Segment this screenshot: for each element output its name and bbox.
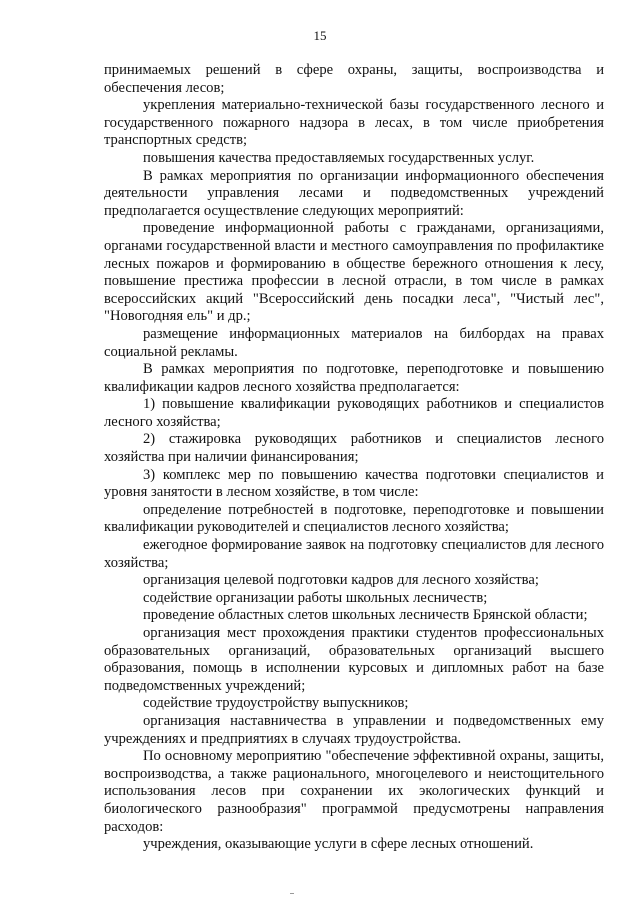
paragraph-4: В рамках мероприятия по организации информационного обеспечения деятельности управления лесами и подведомственных учреждений предполагается осуществление следующих мероприятий: [104, 167, 604, 219]
document-body [104, 62, 604, 854]
paragraph-10: 3) комплекс мер по повышению качества подготовки специалистов и уровня занятости в лесном хозяйстве, в том числе: [104, 466, 604, 501]
scan-artifact [290, 893, 294, 894]
paragraph-15: проведение областных слетов школьных лесничеств Брянской области; [143, 607, 588, 624]
page-number: 15 [313, 28, 327, 43]
paragraph-20: учреждения, оказывающие услуги в сфере лесных отношений. [143, 836, 534, 853]
paragraph-16: организация мест прохождения практики студентов профессиональных образовательных организаций, образовательных организаций высшего образования, помощь в исполнении курсовых и дипломных работ на базе подведомственных учреждений; [104, 625, 604, 694]
paragraph-19: По основному мероприятию "обеспечение эффективной охраны, защиты, воспроизводства, а также рационального, многоцелевого и неистощительного использования лесов при сохранении их экологических функций и биологического разнообразия" программой предусмотрены направления расходов: [104, 748, 604, 835]
paragraph-3: повышения качества предоставляемых государственных услуг. [143, 149, 535, 166]
paragraph-6: размещение информационных материалов на билбордах на правах социальной рекламы. [104, 325, 604, 360]
paragraph-2: укрепления материально-технической базы государственного лесного и государственного пожарного надзора в лесах, в том числе приобретения транспортных средств; [104, 97, 604, 149]
paragraph-13: организация целевой подготовки кадров для лесного хозяйства; [143, 572, 539, 589]
paragraph-11: определение потребностей в подготовке, переподготовке и повышении квалификации руководителей и специалистов лесного хозяйства; [104, 501, 604, 536]
paragraph-5: проведение информационной работы с гражданами, организациями, органами государственной власти и местного самоуправления по профилактике лесных пожаров и формированию в обществе бережного отношения к лесу, повышение престижа профессии в лесной отрасли, в том числе в рамках всероссийских акций "Всероссийский день посадки леса", "Чистый лес", "Новогодняя ель" и др.; [104, 220, 604, 325]
paragraph-8: 1) повышение квалификации руководящих работников и специалистов лесного хозяйства; [104, 396, 604, 430]
paragraph-18: организация наставничества в управлении и подведомственных ему учреждениях и предприятиях в случаях трудоустройства. [104, 712, 604, 747]
paragraph-7: В рамках мероприятия по подготовке, переподготовке и повышению квалификации кадров лесного хозяйства предполагается: [104, 361, 604, 395]
paragraph-17: содействие трудоустройству выпускников; [143, 695, 409, 712]
paragraph-12: ежегодное формирование заявок на подготовку специалистов для лесного хозяйства; [104, 537, 604, 571]
paragraph-14: содействие организации работы школьных лесничеств; [143, 589, 488, 606]
paragraph-1: принимаемых решений в сфере охраны, защиты, воспроизводства и обеспечения лесов; [104, 62, 604, 96]
paragraph-9: 2) стажировка руководящих работников и специалистов лесного хозяйства при наличии финансирования; [104, 431, 604, 466]
